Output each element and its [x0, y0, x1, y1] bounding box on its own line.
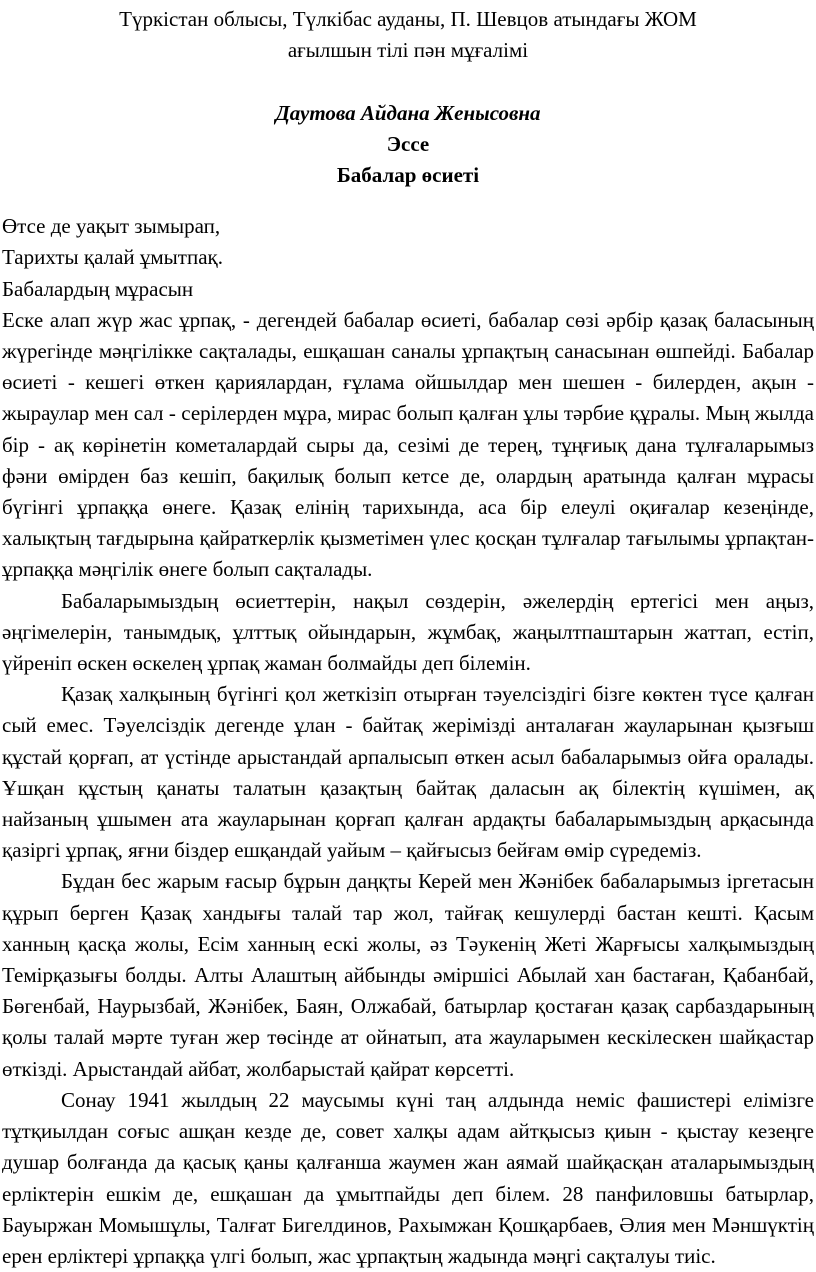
spacer [0, 191, 816, 211]
spacer [0, 66, 816, 97]
verse-line: Өтсе де уақыт зымырап, [2, 214, 221, 239]
verse-line: Бабалардың мұрасын [2, 276, 194, 301]
essay-title: Бабалар өсиеті [336, 163, 480, 187]
paragraph: Бұдан бес жарым ғасыр бұрын даңқты Керей мен Жәнібек бабаларымыз іргетасын құрып берген Қазақ хандығы талай тар жол, тайғақ кешулерді бастан кешті. Қасым ханның қасқа жолы, Есім ханның ескі жолы, әз Тәукенің Жеті Жарғысы халқымыздың Темірқазығы болды. Алты Алаштың айбынды әміршісі Абылай хан бастаған, Қабанбай, Бөгенбай, Наурызбай, Жәнібек, Баян, Олжабай, батырлар қостаған қазақ сарбаздарының қолы талай мәрте туған жер төсінде ат ойнатып, ата жауларымен кескілескен шайқастар өткізді. Арыстандай айбат, жолбарыстай қайрат көрсетті. [2, 869, 814, 1081]
paragraph: Еске алап жүр жас ұрпақ, - дегендей бабалар өсиеті, бабалар сөзі әрбір қазақ баласының жүрегінде мәңгілікке сақталады, ешқашан саналы ұрпақтың санасынан өшпейді. Бабалар өсиеті - кешегі өткен қариялардан, ғұлама ойшылдар мен шешен - билерден, ақын - жыраулар мен сал - серілерден мұра, мирас болып қалған ұлы тәрбие құралы. Мың жылда бір - ақ көрінетін кометалардай сыры да, сезімі де терең, тұңғиық дана тұлғаларымыз фәни өмірден баз кешіп, бақилық болып кетсе де, олардың аратында қалған мұрасы бүгінгі ұрпаққа өнеге. Қазақ елінің тарихында, аса бір елеулі оқиғалар кезеңінде, халықтың тағдырына қайраткерлік қызметімен үлес қосқан тұлғалар тағылымы ұрпақтан-ұрпаққа мәңгілік өнеге болып сақталады. [2, 307, 814, 582]
teacher-position-line: ағылшын тілі пән мұғалімі [287, 38, 529, 63]
verse-line: Тарихты қалай ұмытпақ. [2, 245, 223, 270]
paragraph: Бабаларымыздың өсиеттерін, нақыл сөздерін, әжелердің ертегісі мен аңыз, әңгімелерін, танымдық, ұлттық ойындарын, жұмбақ, жаңылтпаштарын жаттап, естіп, үйреніп өскен өскелең ұрпақ жаман болмайды деп білемін. [2, 588, 814, 676]
paragraph: Қазақ халқының бүгінгі қол жеткізіп отырған тәуелсіздігі бізге көктен түсе қалған сый емес. Тәуелсіздік дегенде ұлан - байтақ жерімізді анталаған жауларынан қызғыш құстай қорғап, ат үстінде арыстандай арпалысып өткен асыл бабаларымыз ойға оралады. Ұшқан құстың қанаты талатын қазақтың байтақ даласын ақ білектің күшімен, ақ найзаның ұшымен ата жауларынан қорғап қалған ардақты бабаларымыздың арқасында қазіргі ұрпақ, яғни біздер ешқандай уайым – қайғысыз бейғам өмір сүредеміз. [2, 682, 814, 863]
genre-label: Эссе [386, 131, 430, 156]
school-info-line: Түркістан облысы, Түлкібас ауданы, П. Шевцов атындағы ЖОМ [119, 7, 697, 31]
author-name: Даутова Айдана Женысовна [275, 100, 541, 125]
paragraph: Сонау 1941 жылдың 22 маусымы күні таң алдында неміс фашистері елімізге тұтқиылдан соғыс ашқан кезде де, совет халқы адам айтқысыз қиын - қыстау кезеңге душар болғанда да қасық қаны қалғанша жаумен жан аямай шайқасқан аталарымыздың ерліктерін ешкім де, ешқашан да ұмытпайды деп білем. 28 панфиловшы батырлар, Бауыржан Момышұлы, Талғат Бигелдинов, Рахымжан Қошқарбаев, Әлия мен Мәншүктің ерен ерліктері ұрпаққа үлгі болып, жас ұрпақтың жадында мәңгі сақталуы тиіс. [2, 1087, 814, 1268]
